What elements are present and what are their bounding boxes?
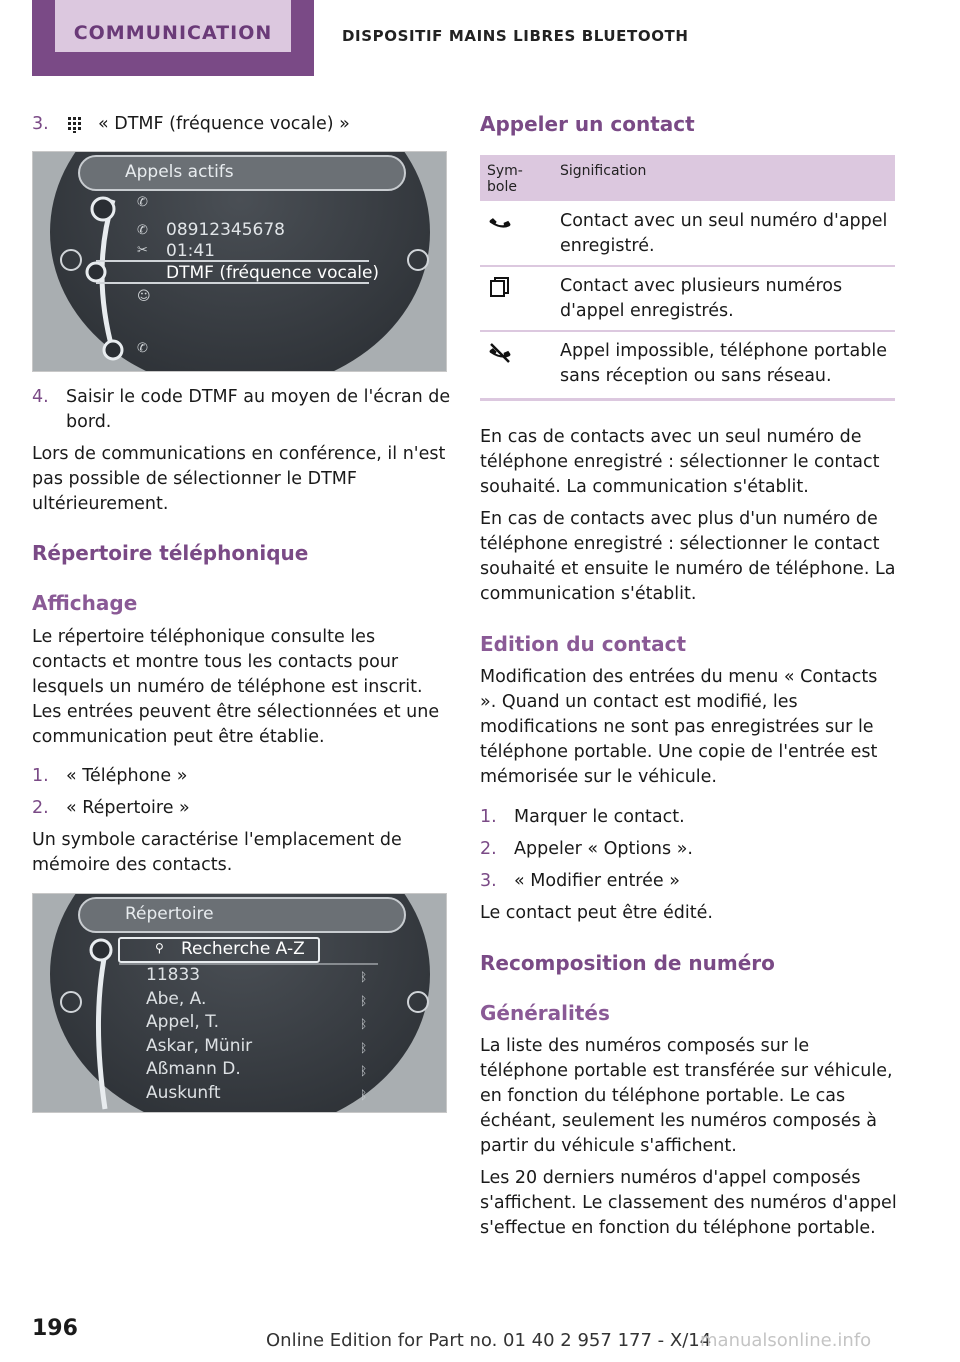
- table-row-text: Appel impossible, téléphone portable sans réception ou sans réseau.: [560, 341, 887, 386]
- step-text: « Modifier entrée »: [514, 871, 680, 891]
- step-number: 1.: [32, 766, 49, 786]
- phone-handset-icon: [489, 212, 511, 234]
- chapter-title: COMMUNICATION: [73, 22, 273, 44]
- contact-entry[interactable]: Askar, Münir: [146, 1035, 253, 1056]
- contact-list: [146, 965, 376, 1106]
- edition-paragraph: Modification des entrées du menu « Contacts ». Quand un contact est modifié, les modifications ne sont pas enregistrées sur le téléphone portable. Une copie de l'entrée est mémorisée sur le véhicule.: [480, 667, 878, 787]
- screen-title: Répertoire: [125, 904, 214, 924]
- dtmf-menu-item[interactable]: DTMF (fréquence vocale): [166, 263, 380, 283]
- heading-appeler-contact: Appeler un contact: [480, 112, 695, 136]
- table-divider: [480, 265, 895, 267]
- step-4: [32, 385, 452, 435]
- step-text: « Répertoire »: [66, 798, 190, 818]
- screen-title: Appels actifs: [125, 162, 234, 182]
- step-text: « Téléphone »: [66, 766, 188, 786]
- call-duration: 01:41: [166, 241, 215, 261]
- multi-number-paragraph: En cas de contacts avec plus d'un numéro de téléphone enregistré : sélectionner le contact souhaité et ensuite le numéro de téléphone. La communication s'établit.: [480, 509, 896, 604]
- edition-info: Online Edition for Part no. 01 40 2 957 177 - X/14: [266, 1330, 712, 1351]
- step-text: Appeler « Options ».: [514, 839, 693, 859]
- table-header-signification: Signification: [560, 163, 647, 179]
- generalites-paragraph-2: Les 20 derniers numéros d'appel composés s'affichent. Le classement des numéros d'appel s'effectue en fonction du téléphone portable.: [480, 1168, 897, 1238]
- phone-crossed-icon: [489, 342, 511, 364]
- svg-text:☺: ☺: [137, 289, 151, 304]
- contact-entry[interactable]: Aßmann D.: [146, 1059, 241, 1079]
- conference-paragraph: Lors de communications en conférence, il n'est pas possible de sélectionner le DTMF ultérieurement.: [32, 444, 446, 514]
- section-title: DISPOSITIF MAINS LIBRES BLUETOOTH: [342, 27, 689, 45]
- svg-text:✆: ✆: [137, 195, 148, 210]
- step-text: « DTMF (fréquence vocale) »: [98, 114, 350, 134]
- step-text: Marquer le contact.: [514, 807, 685, 827]
- contact-entry[interactable]: 11833: [146, 965, 201, 985]
- step-number: 2.: [32, 798, 49, 818]
- bluetooth-icon: ᛒ ᛒ ᛒ ᛒ ᛒ ᛒ: [360, 970, 368, 1102]
- idrive-screen-phonebook: [32, 893, 447, 1113]
- symbol-table-header: [480, 155, 895, 201]
- heading-generalites: Généralités: [480, 1001, 610, 1025]
- keypad-icon: [68, 116, 82, 132]
- table-bottom-rule: [480, 398, 895, 401]
- page-number: 196: [32, 1316, 78, 1341]
- table-divider: [480, 330, 895, 332]
- heading-recomposition: Recomposition de numéro: [480, 951, 775, 975]
- edit-result-text: Le contact peut être édité.: [480, 903, 713, 923]
- call-number: 08912345678: [166, 220, 285, 240]
- contact-entry[interactable]: Abe, A.: [146, 988, 207, 1009]
- contact-entry[interactable]: Auskunft: [146, 1082, 221, 1103]
- generalites-paragraph-1: La liste des numéros composés sur le téléphone portable est transférée sur véhicule, en fonction du téléphone portable. Le cas échéant, seulement les numéros composés à partir du véhicule s'affichent.: [480, 1036, 893, 1156]
- table-row-text: Contact avec un seul numéro d'appel enregistré.: [560, 211, 888, 256]
- multi-number-icon: [489, 277, 511, 299]
- table-row-text: Contact avec plusieurs numéros d'appel enregistrés.: [560, 276, 843, 321]
- heading-affichage: Affichage: [32, 591, 138, 615]
- watermark-visible: manualsonline.info: [700, 1330, 872, 1351]
- step-number: 2.: [480, 839, 497, 859]
- heading-repertoire: Répertoire téléphonique: [32, 541, 309, 565]
- affichage-paragraph: Le répertoire téléphonique consulte les contacts et montre tous les contacts pour lesquels un numéro de téléphone est inscrit. Les entrées peuvent être sélectionnées et une communication peut être établie.: [32, 627, 440, 747]
- single-number-paragraph: En cas de contacts avec un seul numéro de téléphone enregistré : sélectionner le contact souhaité. La communication s'établit.: [480, 427, 880, 497]
- step-number: 4.: [32, 387, 49, 407]
- svg-text:✂: ✂: [137, 243, 148, 258]
- contact-entry[interactable]: Appel, T.: [146, 1012, 219, 1032]
- svg-text:✆: ✆: [137, 341, 148, 356]
- step-number: 3.: [32, 114, 49, 134]
- table-header-symbol: Sym- bole: [487, 163, 523, 195]
- search-icon: ⚲: [155, 941, 164, 955]
- step-text: Saisir le code DTMF au moyen de l'écran de bord.: [66, 387, 451, 432]
- idrive-screen-active-calls: [32, 151, 447, 372]
- heading-edition: Edition du contact: [480, 632, 687, 656]
- step-number: 1.: [480, 807, 497, 827]
- svg-text:✆: ✆: [137, 223, 148, 238]
- search-az-item[interactable]: Recherche A-Z: [181, 939, 305, 959]
- symbol-paragraph: Un symbole caractérise l'emplacement de mémoire des contacts.: [32, 830, 402, 875]
- step-number: 3.: [480, 871, 497, 891]
